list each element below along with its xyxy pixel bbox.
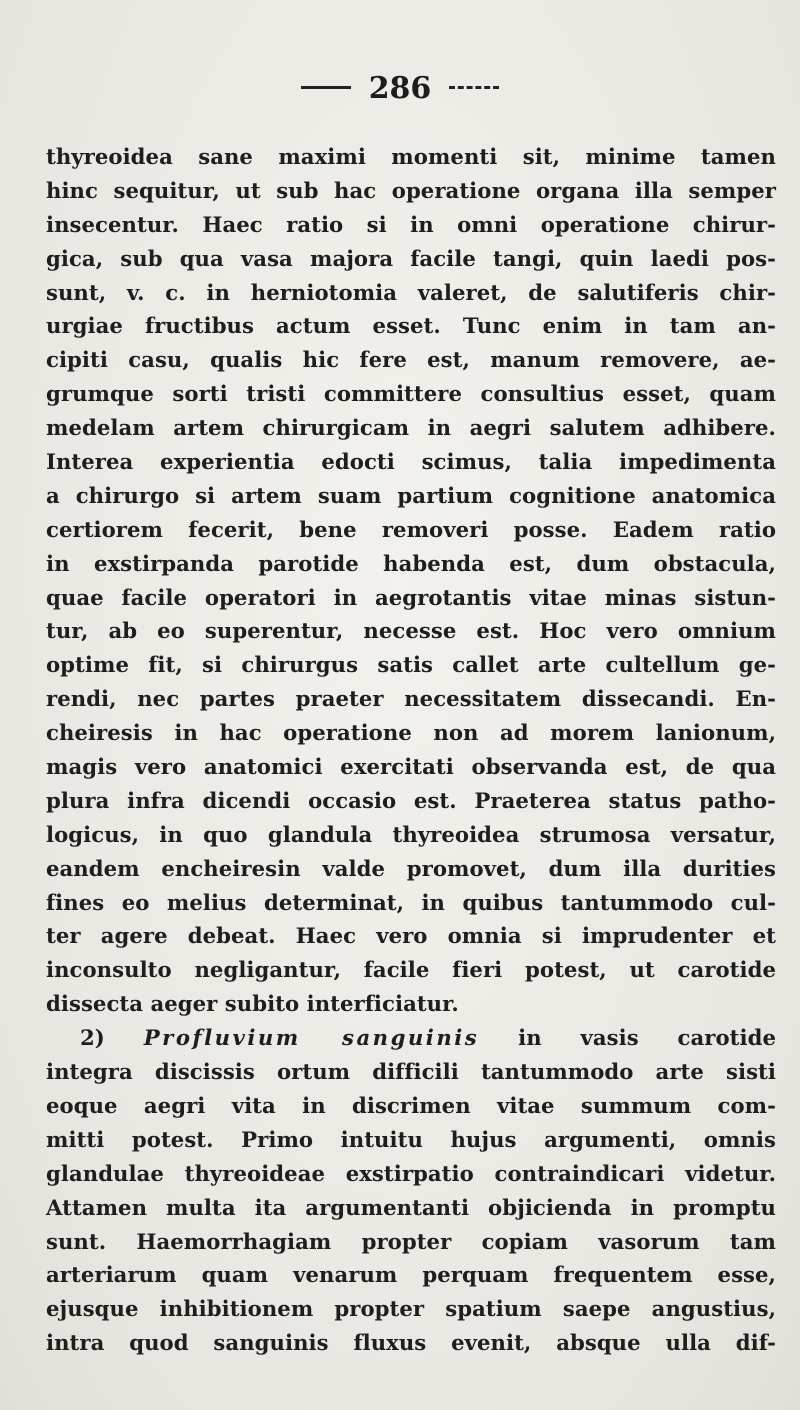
text-line: hinc sequitur, ut sub hac operatione organa illa semper bbox=[46, 177, 776, 203]
page-header bbox=[0, 71, 800, 106]
text-line: inconsulto negligantur, facile fieri potest, ut carotide bbox=[46, 957, 776, 983]
text-line: certiorem fecerit, bene removeri posse. Eadem ratio bbox=[46, 516, 776, 542]
text-line: cipiti casu, qualis hic fere est, manum removere, ae- bbox=[46, 347, 776, 373]
text-line: Attamen multa ita argumentanti objicienda in promptu bbox=[46, 1194, 776, 1220]
text-line: medelam artem chirurgicam in aegri salutem adhibere. bbox=[46, 415, 776, 441]
text-line: mitti potest. Primo intuitu hujus argumenti, omnis bbox=[46, 1126, 776, 1152]
text-line: tur, ab eo superentur, necesse est. Hoc vero omnium bbox=[46, 618, 776, 644]
text-line: plura infra dicendi occasio est. Praeterea status patho- bbox=[46, 787, 776, 813]
section-title: Profluvium sanguinis bbox=[143, 1025, 480, 1051]
text-line: quae facile operatori in aegrotantis vitae minas sistun- bbox=[46, 584, 776, 610]
text-line: sunt, v. c. in herniotomia valeret, de salutiferis chir- bbox=[46, 279, 776, 305]
body-text bbox=[46, 140, 776, 1360]
text-line: integra discissis ortum difficili tantummodo arte sisti bbox=[46, 1059, 776, 1085]
section-number: 2) bbox=[80, 1025, 105, 1051]
text-line: thyreoidea sane maximi momenti sit, minime tamen bbox=[46, 144, 776, 169]
text-line: Interea experientia edocti scimus, talia impedimenta bbox=[46, 449, 776, 475]
text-line: ejusque inhibitionem propter spatium saepe angustius, bbox=[46, 1296, 776, 1322]
text-line: arteriarum quam venarum perquam frequentem esse, bbox=[46, 1262, 776, 1288]
text-line: sunt. Haemorrhagiam propter copiam vasorum tam bbox=[46, 1228, 776, 1254]
text-line: insecentur. Haec ratio si in omni operatione chirur- bbox=[46, 211, 776, 237]
text-line: eoque aegri vita in discrimen vitae summum com- bbox=[46, 1092, 776, 1118]
text-line: optime fit, si chirurgus satis callet arte cultellum ge- bbox=[46, 652, 776, 678]
header-rule-left bbox=[301, 86, 351, 89]
text-line: cheiresis in hac operatione non ad morem lanionum, bbox=[46, 720, 776, 746]
text-line: gica, sub qua vasa majora facile tangi, quin laedi pos- bbox=[46, 245, 776, 271]
text-line: rendi, nec partes praeter necessitatem dissecandi. En- bbox=[46, 686, 776, 712]
section-first-line-rest: in vasis carotide bbox=[518, 1025, 776, 1051]
text-line: magis vero anatomici exercitati observanda est, de qua bbox=[46, 754, 776, 780]
text-line: in exstirpanda parotide habenda est, dum obstacula, bbox=[46, 550, 776, 576]
text-line: intra quod sanguinis fluxus evenit, absque ulla dif- bbox=[46, 1330, 776, 1356]
text-line: urgiae fructibus actum esset. Tunc enim in tam an- bbox=[46, 313, 776, 339]
text-line: ter agere debeat. Haec vero omnia si imprudenter et bbox=[46, 923, 776, 949]
text-line: a chirurgo si artem suam partium cognitione anatomica bbox=[46, 482, 776, 508]
text-line: fines eo melius determinat, in quibus tantummodo cul- bbox=[46, 889, 776, 915]
text-line: glandulae thyreoideae exstirpatio contraindicari videtur. bbox=[46, 1160, 776, 1186]
text-line: grumque sorti tristi committere consultius esset, quam bbox=[46, 381, 776, 407]
page-number: 286 bbox=[368, 71, 432, 106]
text-line: eandem encheiresin valde promovet, dum illa durities bbox=[46, 855, 776, 881]
section-heading-line bbox=[46, 1021, 776, 1055]
text-line: dissecta aeger subito interficiatur. bbox=[46, 991, 459, 1017]
header-rule-right bbox=[449, 86, 499, 89]
text-line: logicus, in quo glandula thyreoidea strumosa versatur, bbox=[46, 821, 776, 847]
